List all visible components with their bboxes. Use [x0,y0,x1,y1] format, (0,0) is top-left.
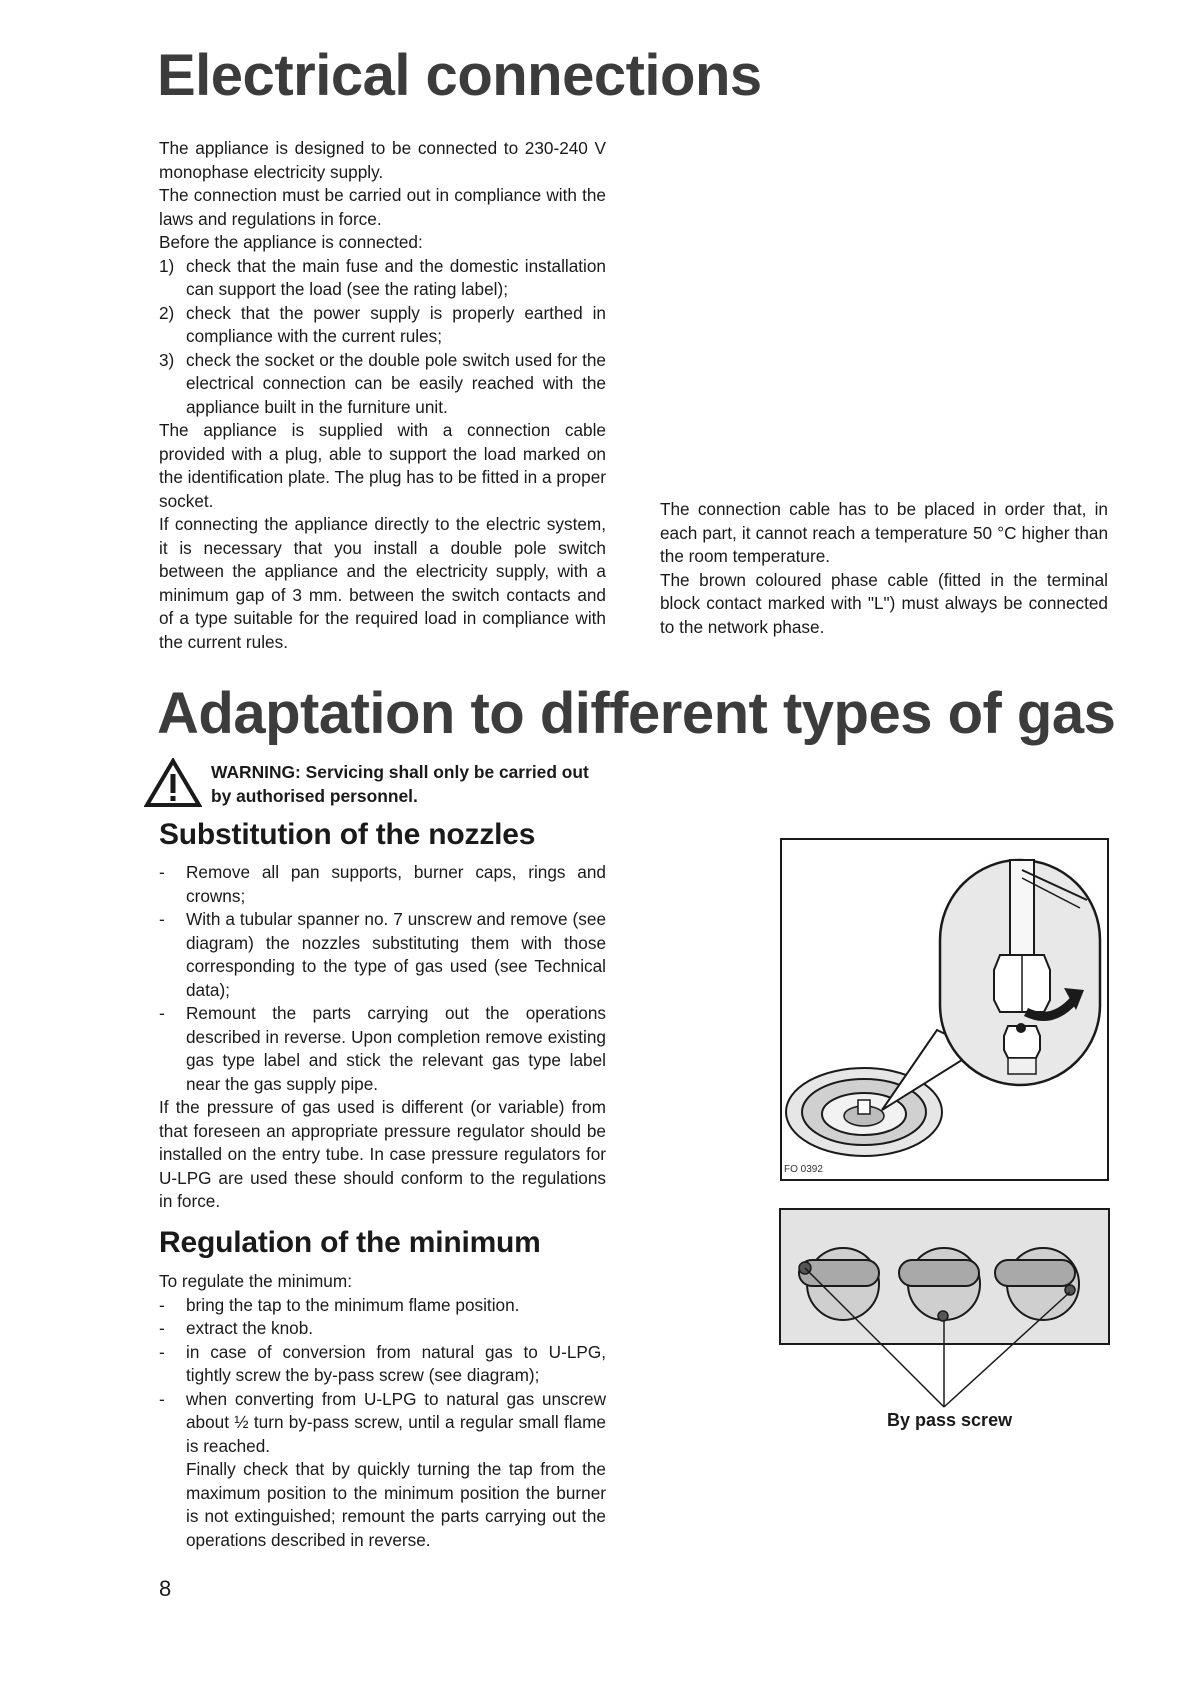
electrical-right-column [660,498,1108,639]
intro-paragraph: The connection must be carried out in compliance with the laws and regulations in force. [159,185,606,229]
nozzles-list [159,861,606,1096]
list-item: - in case of conversion from natural gas to U-LPG, tightly screw the by-pass screw (see diagram); [159,1341,606,1385]
warning-triangle-icon [144,758,202,808]
list-item: 3) check the socket or the double pole switch used for the electrical connection can be easily reached with the appliance built in the furniture unit. [159,349,606,417]
list-item: 1) check that the main fuse and the domestic installation can support the load (see the rating label); [159,255,606,299]
pressure-paragraph: If the pressure of gas used is different (or variable) from that foreseen an appropriate pressure regulator should be installed on the entry tube. In case pressure regulators for U-LPG are used these should conform to the regulations in force. [159,1097,606,1211]
checks-list [159,255,606,420]
list-item: - extract the knob. [159,1318,314,1338]
section-title-electrical: Electrical connections [157,43,762,108]
list-item: - when converting from U-LPG to natural gas unscrew about ½ turn by-pass screw, until a regular small flame is reached. [159,1388,606,1456]
page-number: 8 [159,1576,172,1601]
minimum-list [159,1294,606,1459]
final-check-paragraph: Finally check that by quickly turning the tap from the maximum position to the minimum position the burner is not extinguished; remount the parts carrying out the operations described in reverse. [186,1459,606,1550]
heading-nozzles: Substitution of the nozzles [159,818,536,851]
list-item: - bring the tap to the minimum flame position. [159,1294,520,1315]
warning-text: WARNING: Servicing shall only be carried out by authorised personnel. [211,762,589,806]
temperature-paragraph: The connection cable has to be placed in order that, in each part, it cannot reach a temperature 50 °C higher than the room temperature. [660,499,1108,566]
intro-paragraph: The appliance is designed to be connected to 230-240 V monophase electricity supply. [159,138,606,182]
list-item: - Remount the parts carrying out the operations described in reverse. Upon completion remove existing gas type label and stick the relevant gas type label near the gas supply pipe. [159,1003,606,1094]
minimum-column [159,1270,606,1552]
direct-connection-paragraph: If connecting the appliance directly to the electric system, it is necessary that you install a double pole switch between the appliance and the electricity supply, with a minimum gap of 3 mm. between the switch contacts and of a type suitable for the required load in compliance with the current rules. [159,514,606,652]
bypass-leader-lines [779,1208,1110,1408]
minimum-intro: To regulate the minimum: [159,1271,352,1291]
intro-paragraph: Before the appliance is connected: [159,232,423,252]
nozzles-column [159,861,606,1214]
cable-paragraph: The appliance is supplied with a connection cable provided with a plug, able to support the load marked on the identification plate. The plug has to be fitted in a proper socket. [159,420,606,511]
list-item: 2) check that the power supply is properly earthed in compliance with the current rules; [159,302,606,346]
bypass-caption: By pass screw [887,1410,1013,1430]
phase-cable-paragraph: The brown coloured phase cable (fitted in the terminal block contact marked with "L") must always be connected to the network phase. [660,569,1108,637]
section-title-gas: Adaptation to different types of gas [157,681,1116,746]
electrical-left-column [159,137,606,654]
nozzle-diagram-icon [782,840,1107,1179]
list-item: - With a tubular spanner no. 7 unscrew and remove (see diagram) the nozzles substituting them with those corresponding to the type of gas used (see Technical data); [159,909,606,1000]
heading-minimum: Regulation of the minimum [159,1226,541,1259]
list-item: - Remove all pan supports, burner caps, rings and crowns; [159,862,606,906]
figure-id-label: FO 0392 [784,1164,823,1175]
nozzle-figure [780,838,1109,1181]
